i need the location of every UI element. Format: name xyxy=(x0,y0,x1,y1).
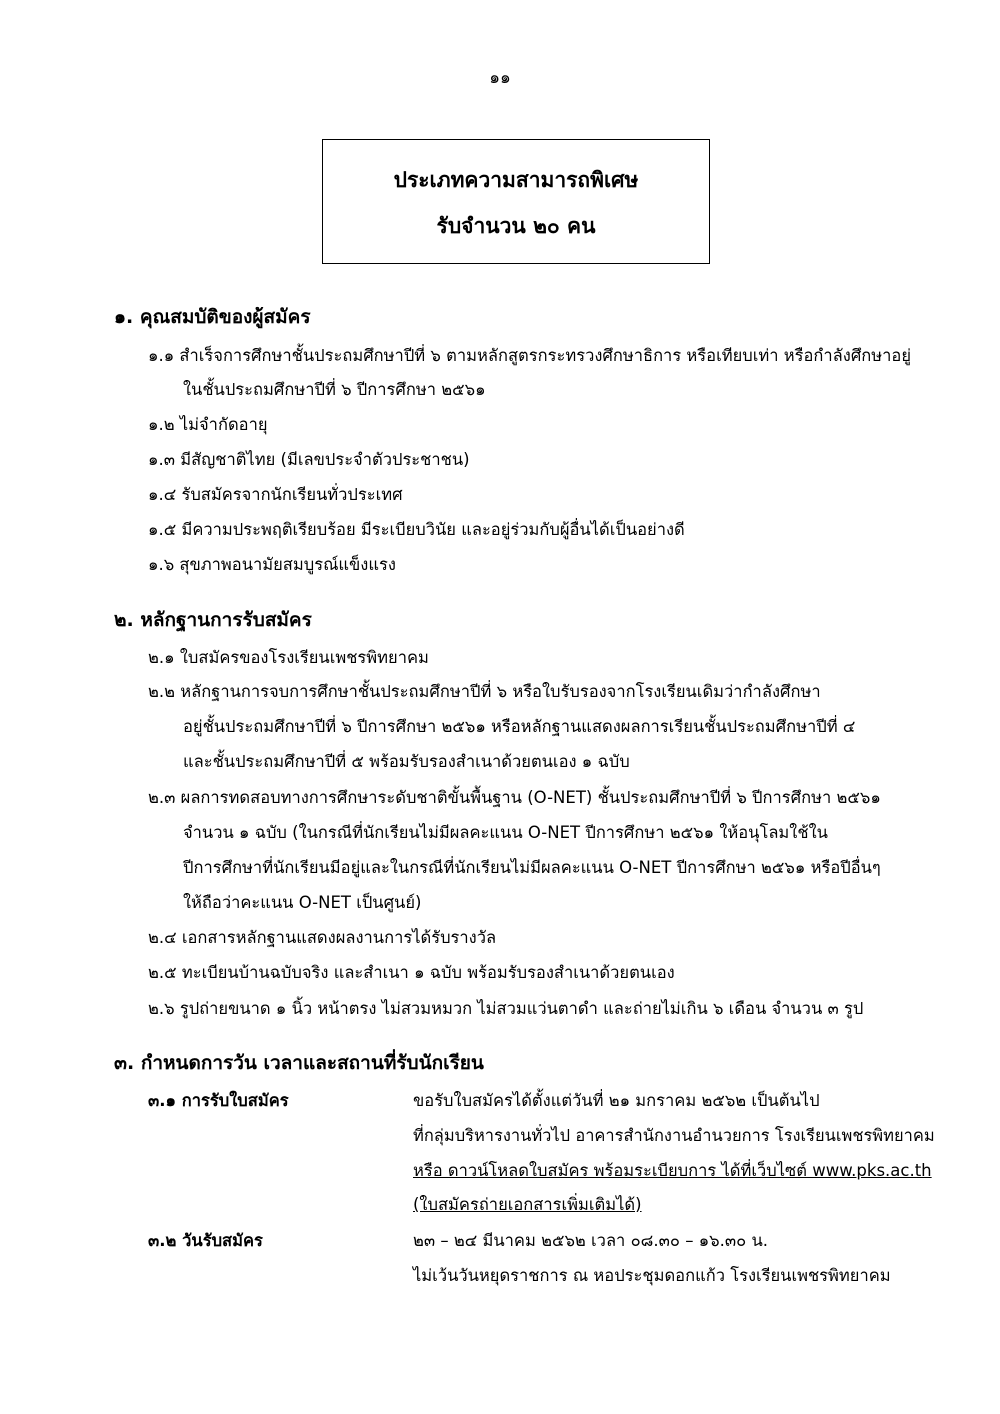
list-item-continuation: ปีการศึกษาที่นักเรียนมีอยู่และในกรณีที่นักเรียนไม่มีผลคะแนน O-NET ปีการศึกษา ๒๕๖๑ หรือปีอื่นๆ xyxy=(183,858,881,877)
title-line-2: รับจำนวน ๒๐ คน xyxy=(436,214,596,238)
list-item: ๑.๑ สำเร็จการศึกษาชั้นประถมศึกษาปีที่ ๖ ตามหลักสูตรกระทรวงศึกษาธิการ หรือเทียบเท่า หรือกำลังศึกษาอยู่ xyxy=(148,346,912,365)
list-item: ๒.๔ เอกสารหลักฐานแสดงผลงานการได้รับรางวัล xyxy=(148,928,497,947)
list-item: ๒.๖ รูปถ่ายขนาด ๑ นิ้ว หน้าตรง ไม่สวมหมวก ไม่สวมแว่นตาดำ และถ่ายไม่เกิน ๖ เดือน จำนวน ๓ รูป xyxy=(148,999,864,1018)
section-1-heading: ๑. คุณสมบัติของผู้สมัคร xyxy=(114,306,311,328)
section-2-heading: ๒. หลักฐานการรับสมัคร xyxy=(114,609,312,631)
list-item: ๑.๔ รับสมัครจากนักเรียนทั่วประเทศ xyxy=(148,485,403,504)
list-item-continuation: ในชั้นประถมศึกษาปีที่ ๖ ปีการศึกษา ๒๕๖๑ xyxy=(183,380,486,399)
title-line-1: ประเภทความสามารถพิเศษ xyxy=(393,168,639,192)
detail-line: (ใบสมัครถ่ายเอกสารเพิ่มเติมได้) xyxy=(413,1195,642,1214)
detail-line: ขอรับใบสมัครได้ตั้งแต่วันที่ ๒๑ มกราคม ๒๕๖๒ เป็นต้นไป xyxy=(413,1091,820,1110)
detail-line: ไม่เว้นวันหยุดราชการ ณ หอประชุมดอกแก้ว โรงเรียนเพชรพิทยาคม xyxy=(413,1266,891,1285)
list-item: ๒.๒ หลักฐานการจบการศึกษาชั้นประถมศึกษาปีที่ ๖ หรือใบรับรองจากโรงเรียนเดิมว่ากำลังศึกษา xyxy=(148,682,821,701)
download-link-line[interactable]: หรือ ดาวน์โหลดใบสมัคร พร้อมระเบียบการ ได้ที่เว็บไซต์ www.pks.ac.th xyxy=(413,1161,932,1180)
page-number: ๑๑ xyxy=(489,68,511,88)
list-item: ๑.๓ มีสัญชาติไทย (มีเลขประจำตัวประชาชน) xyxy=(148,450,470,469)
list-item: ๒.๓ ผลการทดสอบทางการศึกษาระดับชาติขั้นพื้นฐาน (O-NET) ชั้นประถมศึกษาปีที่ ๖ ปีการศึกษา ๒๕๖๑ xyxy=(148,788,881,807)
title-box xyxy=(322,139,710,264)
list-item: ๒.๑ ใบสมัครของโรงเรียนเพชรพิทยาคม xyxy=(148,648,429,667)
sub-heading-application: ๓.๑ การรับใบสมัคร xyxy=(148,1091,289,1110)
detail-line: ๒๓ – ๒๔ มีนาคม ๒๕๖๒ เวลา ๐๘.๓๐ – ๑๖.๓๐ น. xyxy=(413,1231,769,1250)
list-item: ๒.๕ ทะเบียนบ้านฉบับจริง และสำเนา ๑ ฉบับ พร้อมรับรองสำเนาด้วยตนเอง xyxy=(148,963,675,982)
list-item: ๑.๒ ไม่จำกัดอายุ xyxy=(148,415,268,434)
section-3-heading: ๓. กำหนดการวัน เวลาและสถานที่รับนักเรียน xyxy=(114,1052,484,1074)
list-item-continuation: ให้ถือว่าคะแนน O-NET เป็นศูนย์) xyxy=(183,893,422,912)
list-item: ๑.๖ สุขภาพอนามัยสมบูรณ์แข็งแรง xyxy=(148,555,396,574)
sub-heading-registration: ๓.๒ วันรับสมัคร xyxy=(148,1231,263,1250)
list-item-continuation: อยู่ชั้นประถมศึกษาปีที่ ๖ ปีการศึกษา ๒๕๖๑ หรือหลักฐานแสดงผลการเรียนชั้นประถมศึกษาปีที่ ๔ xyxy=(183,717,856,736)
list-item: ๑.๕ มีความประพฤติเรียบร้อย มีระเบียบวินัย และอยู่ร่วมกับผู้อื่นได้เป็นอย่างดี xyxy=(148,520,685,539)
detail-line: ที่กลุ่มบริหารงานทั่วไป อาคารสำนักงานอำนวยการ โรงเรียนเพชรพิทยาคม xyxy=(413,1126,935,1145)
list-item-continuation: จำนวน ๑ ฉบับ (ในกรณีที่นักเรียนไม่มีผลคะแนน O-NET ปีการศึกษา ๒๕๖๑ ให้อนุโลมใช้ใน xyxy=(183,823,828,842)
list-item-continuation: และชั้นประถมศึกษาปีที่ ๕ พร้อมรับรองสำเนาด้วยตนเอง ๑ ฉบับ xyxy=(183,752,630,771)
